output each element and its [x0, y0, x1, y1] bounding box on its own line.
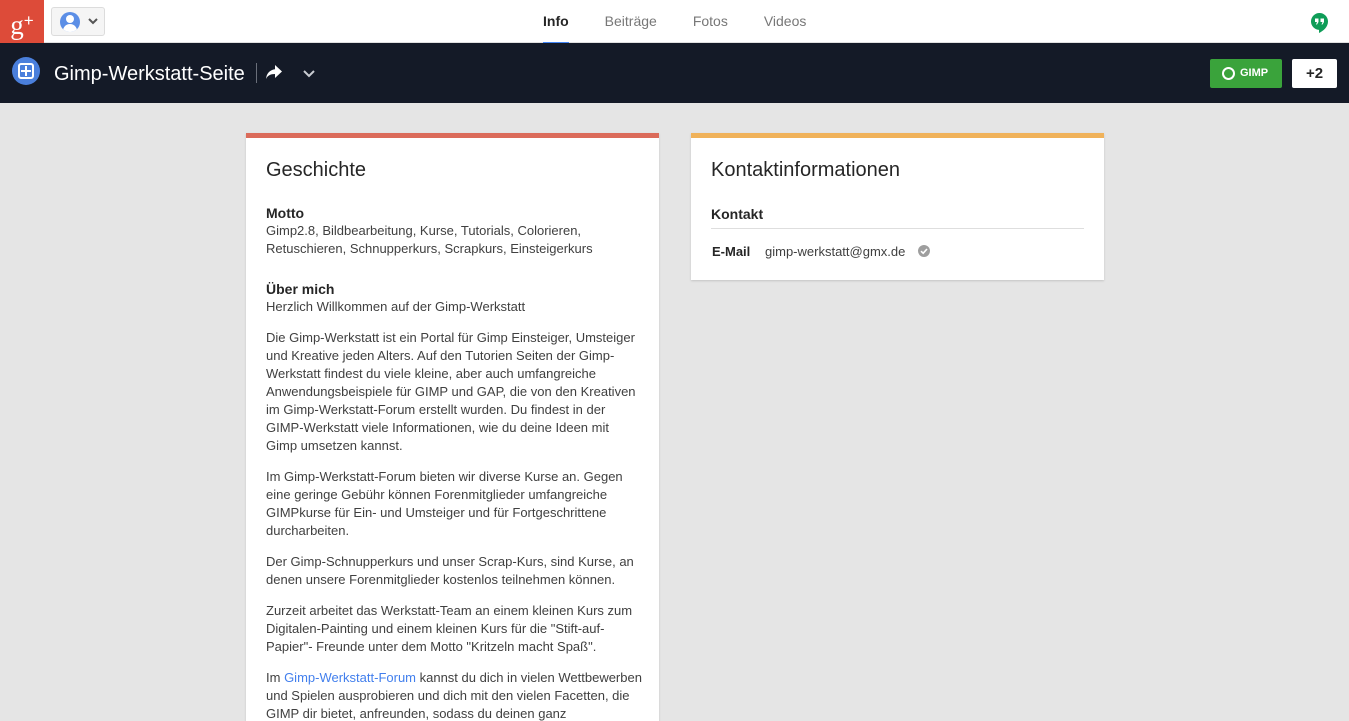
contact-card-title: Kontaktinformationen	[711, 159, 901, 181]
tab-info[interactable]: Info	[525, 0, 587, 43]
motto-section	[266, 204, 642, 258]
page-tabs	[525, 0, 824, 43]
email-value[interactable]: gimp-werkstatt@gmx.de	[765, 244, 906, 259]
top-bar	[0, 0, 1349, 43]
forum-link[interactable]: Gimp-Werkstatt-Forum	[284, 670, 416, 685]
contact-section-label: Kontakt	[711, 206, 764, 222]
contact-card	[691, 133, 1104, 280]
page-avatar[interactable]	[12, 57, 40, 85]
story-content	[266, 204, 642, 721]
chevron-down-icon[interactable]	[302, 68, 316, 80]
tab-beitraege[interactable]: Beiträge	[604, 13, 657, 29]
about-paragraph: Herzlich Willkommen auf der Gimp-Werkstatt	[266, 299, 526, 314]
paragraph-text: Im	[266, 670, 285, 685]
story-card-title: Geschichte	[266, 159, 367, 181]
page-header-bar	[0, 43, 1349, 103]
divider	[711, 228, 1084, 229]
chevron-down-icon	[87, 14, 99, 28]
verified-check-icon	[918, 245, 930, 257]
follow-button[interactable]	[1210, 59, 1282, 88]
tab-fotos[interactable]: Fotos	[692, 13, 728, 29]
tab-videos[interactable]: Videos	[763, 13, 807, 29]
motto-label: Motto	[266, 205, 305, 221]
circle-icon	[1222, 67, 1235, 80]
about-paragraph: Die Gimp-Werkstatt ist ein Portal für Gimp Einsteiger, Umsteiger und Kreative jeden Alters. Auf den Tutorien Seiten der Gimp-Werkstatt findest du viele kleine, aber auch umfangreiche Anwendungsbeispiele für GIMP und GAP, die von den Kreativen im Gimp-Werkstatt-Forum erstellt wurden. Du findest in der GIMP-Werkstatt viele Informationen, wie du deine Ideen mit Gimp umsetzen kannst.	[266, 330, 636, 453]
email-label: E-Mail	[712, 244, 751, 259]
hangouts-icon[interactable]	[1310, 12, 1329, 34]
header-divider	[256, 63, 257, 83]
about-label: Über mich	[266, 281, 335, 297]
share-icon[interactable]	[265, 64, 283, 80]
page-title: Gimp-Werkstatt-Seite	[54, 63, 245, 85]
motto-text: Gimp2.8, Bildbearbeitung, Kurse, Tutorials, Colorieren, Retuschieren, Schnupperkurs, Scrapkurs, Einsteigerkurs	[266, 223, 593, 256]
about-paragraph: Zurzeit arbeitet das Werkstatt-Team an einem kleinen Kurs zum Digitalen-Painting und einem kleinen Kurs für die "Stift-auf-Papier"- Freunde unter dem Motto "Kritzeln macht Spaß".	[266, 603, 633, 654]
plus-one-button[interactable]: +2	[1292, 59, 1337, 88]
about-paragraph: Der Gimp-Schnupperkurs und unser Scrap-Kurs, sind Kurse, an denen unsere Forenmitglieder kostenlos teilnehmen können.	[266, 554, 634, 587]
follow-button-label: GIMP	[1240, 67, 1269, 79]
paragraph-text: kannst du dich in vielen Wettbewerben und Spielen ausprobieren und dich mit den vielen Facetten, die GIMP dir bietet, anfreunden, sodass du deinen ganz	[266, 670, 642, 721]
about-paragraph: Im Gimp-Werkstatt-Forum bieten wir diverse Kurse an. Gegen eine geringe Gebühr können Forenmitglieder umfangreiche GIMPkurse für Ein- und Umsteiger und für Fortgeschrittene durcharbeiten.	[266, 469, 623, 538]
about-paragraph	[266, 669, 642, 721]
google-plus-logo[interactable]: g+	[0, 0, 44, 43]
account-icon	[60, 12, 80, 32]
story-card	[246, 133, 659, 721]
account-switcher-button[interactable]	[51, 7, 105, 36]
